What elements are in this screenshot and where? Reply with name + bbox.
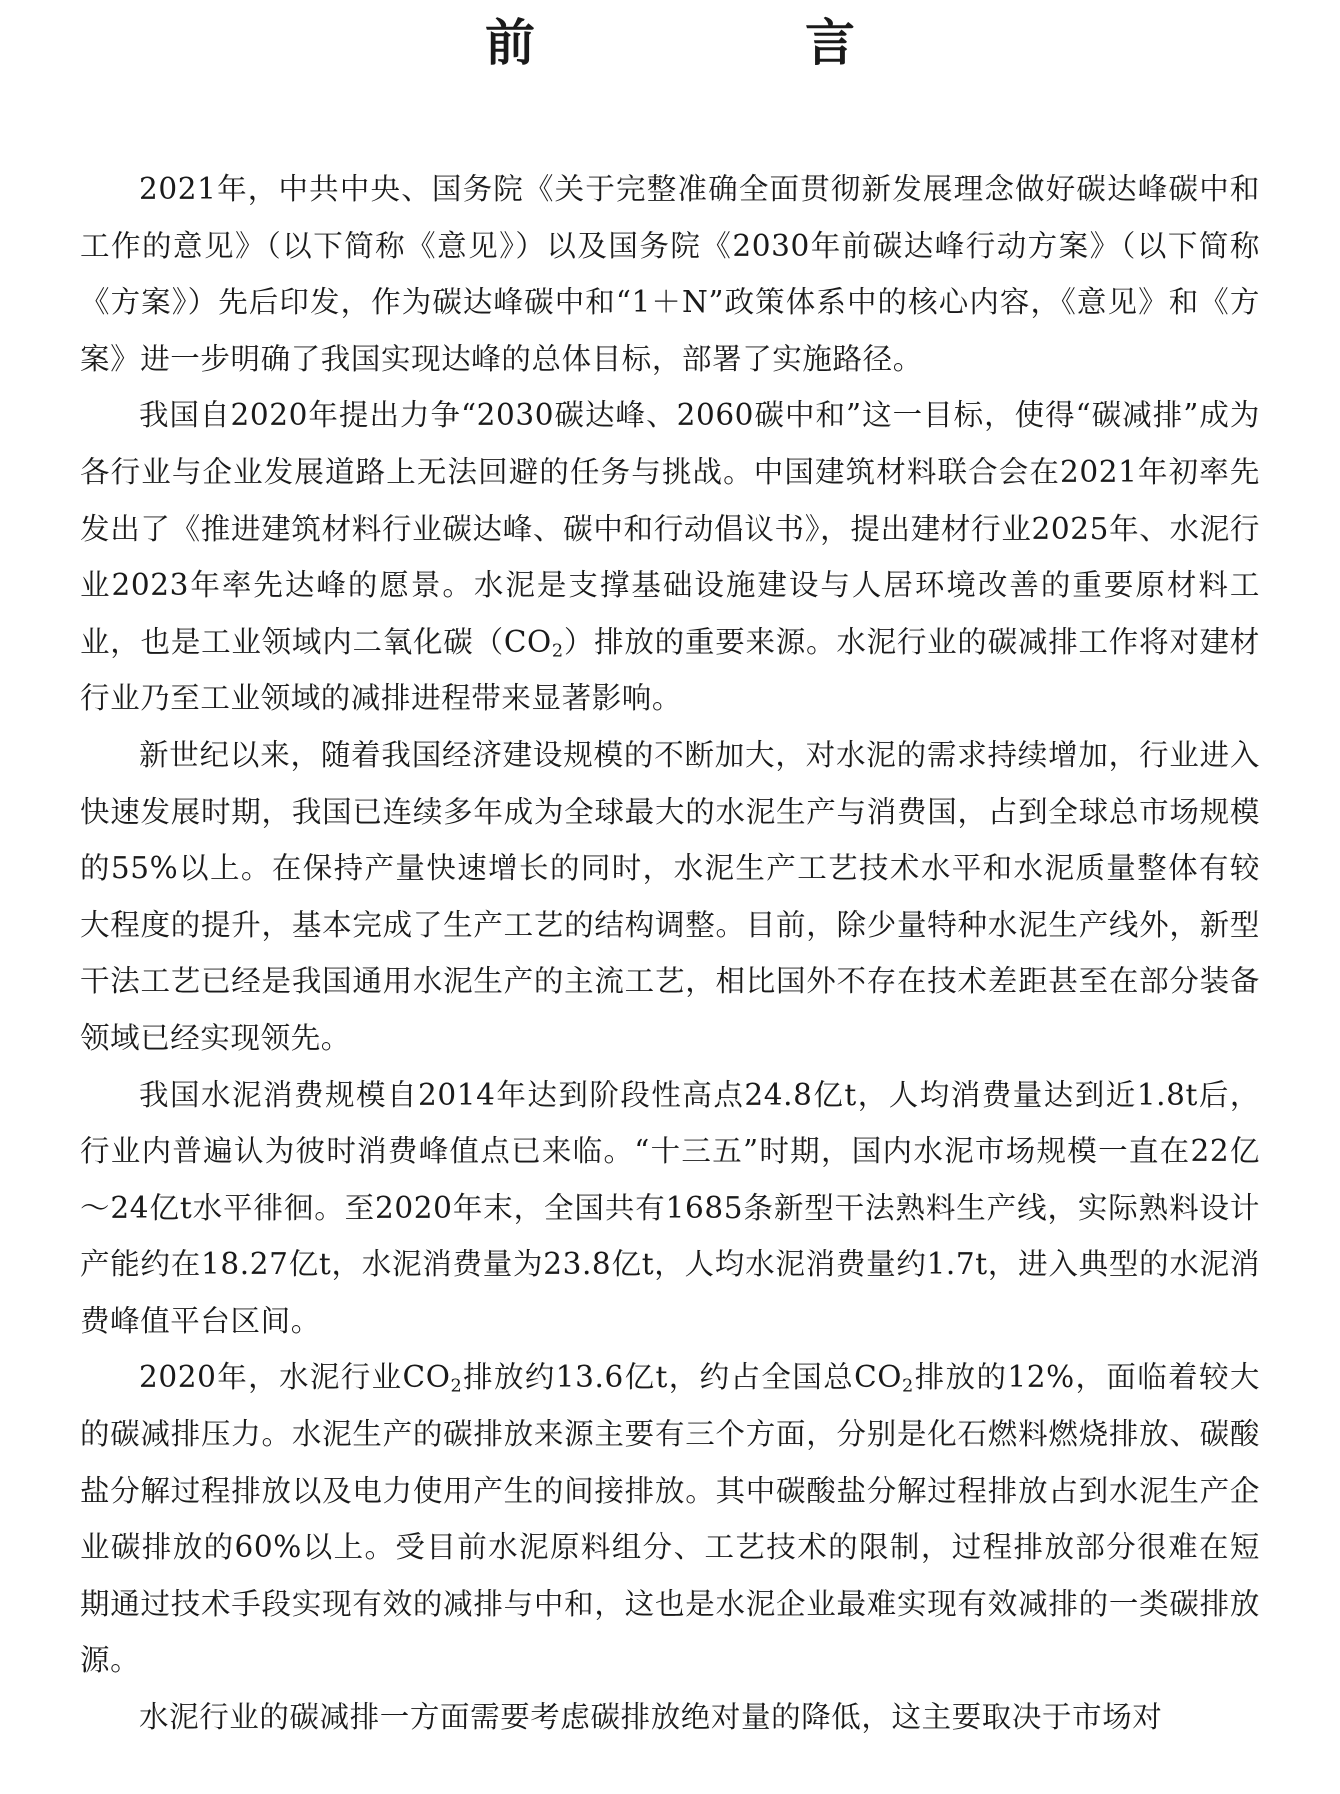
paragraph (80, 1349, 1260, 1689)
page-title: 前 言 (485, 13, 965, 72)
paragraph (80, 727, 1260, 1067)
paragraph (80, 1689, 1260, 1746)
paragraph (80, 387, 1260, 727)
paragraph-text: 新世纪以来，随着我国经济建设规模的不断加大，对水泥的需求持续增加，行业进入快速发展时期，我国已连续多年成为全球最大的水泥生产与消费国，占到全球总市场规模的55%以上。在保持产量快速增长的同时，水泥生产工艺技术水平和水泥质量整体有较大程度的提升，基本完成了生产工艺的结构调整。目前，除少量特种水泥生产线外，新型干法工艺已经是我国通用水泥生产的主流工艺，相比国外不存在技术差距甚至在部分装备领域已经实现领先。 (80, 737, 1260, 1055)
paragraph-text: 排放约13.6亿t，约占全国总CO (462, 1360, 903, 1395)
document-body (80, 161, 1260, 1746)
paragraph-text: 我国自2020年提出力争“2030碳达峰、2060碳中和”这一目标，使得“碳减排”成为各行业与企业发展道路上无法回避的任务与挑战。中国建筑材料联合会在2021年初率先发出了《推进建筑材料行业碳达峰、碳中和行动倡议书》，提出建材行业2025年、水泥行业2023年率先达峰的愿景。水泥是支撑基础设施建设与人居环境改善的重要原材料工业，也是工业领域内二氧化碳（CO (80, 398, 1260, 659)
subscript: 2 (450, 1376, 463, 1397)
paragraph-text: 我国水泥消费规模自2014年达到阶段性高点24.8亿t，人均消费量达到近1.8t后，行业内普遍认为彼时消费峰值点已来临。“十三五”时期，国内水泥市场规模一直在22亿～24亿t水平徘徊。至2020年末，全国共有1685条新型干法熟料生产线，实际熟料设计产能约在18.27亿t，水泥消费量为23.8亿t，人均水泥消费量约1.7t，进入典型的水泥消费峰值平台区间。 (80, 1077, 1260, 1338)
paragraph-text: 2020年，水泥行业CO (139, 1360, 451, 1395)
paragraph-text: 排放的12%，面临着较大的碳减排压力。水泥生产的碳排放来源主要有三个方面，分别是化石燃料燃烧排放、碳酸盐分解过程排放以及电力使用产生的间接排放。其中碳酸盐分解过程排放占到水泥生产企业碳排放的60%以上。受目前水泥原料组分、工艺技术的限制，过程排放部分很难在短期通过技术手段实现有效的减排与中和，这也是水泥企业最难实现有效减排的一类碳排放源。 (80, 1360, 1260, 1678)
paragraph-text: 2021年，中共中央、国务院《关于完整准确全面贯彻新发展理念做好碳达峰碳中和工作的意见》（以下简称《意见》）以及国务院《2030年前碳达峰行动方案》（以下简称《方案》）先后印发，作为碳达峰碳中和“1＋N”政策体系中的核心内容，《意见》和《方案》进一步明确了我国实现达峰的总体目标，部署了实施路径。 (80, 172, 1260, 376)
subscript: 2 (551, 641, 564, 662)
paragraph (80, 1067, 1260, 1350)
subscript: 2 (902, 1376, 914, 1397)
paragraph-text: ）排放的重要来源。水泥行业的碳减排工作将对建材行业乃至工业领域的减排进程带来显著影响。 (80, 624, 1260, 716)
paragraph (80, 161, 1260, 387)
paragraph-text: 水泥行业的碳减排一方面需要考虑碳排放绝对量的降低，这主要取决于市场对 (139, 1700, 1163, 1735)
